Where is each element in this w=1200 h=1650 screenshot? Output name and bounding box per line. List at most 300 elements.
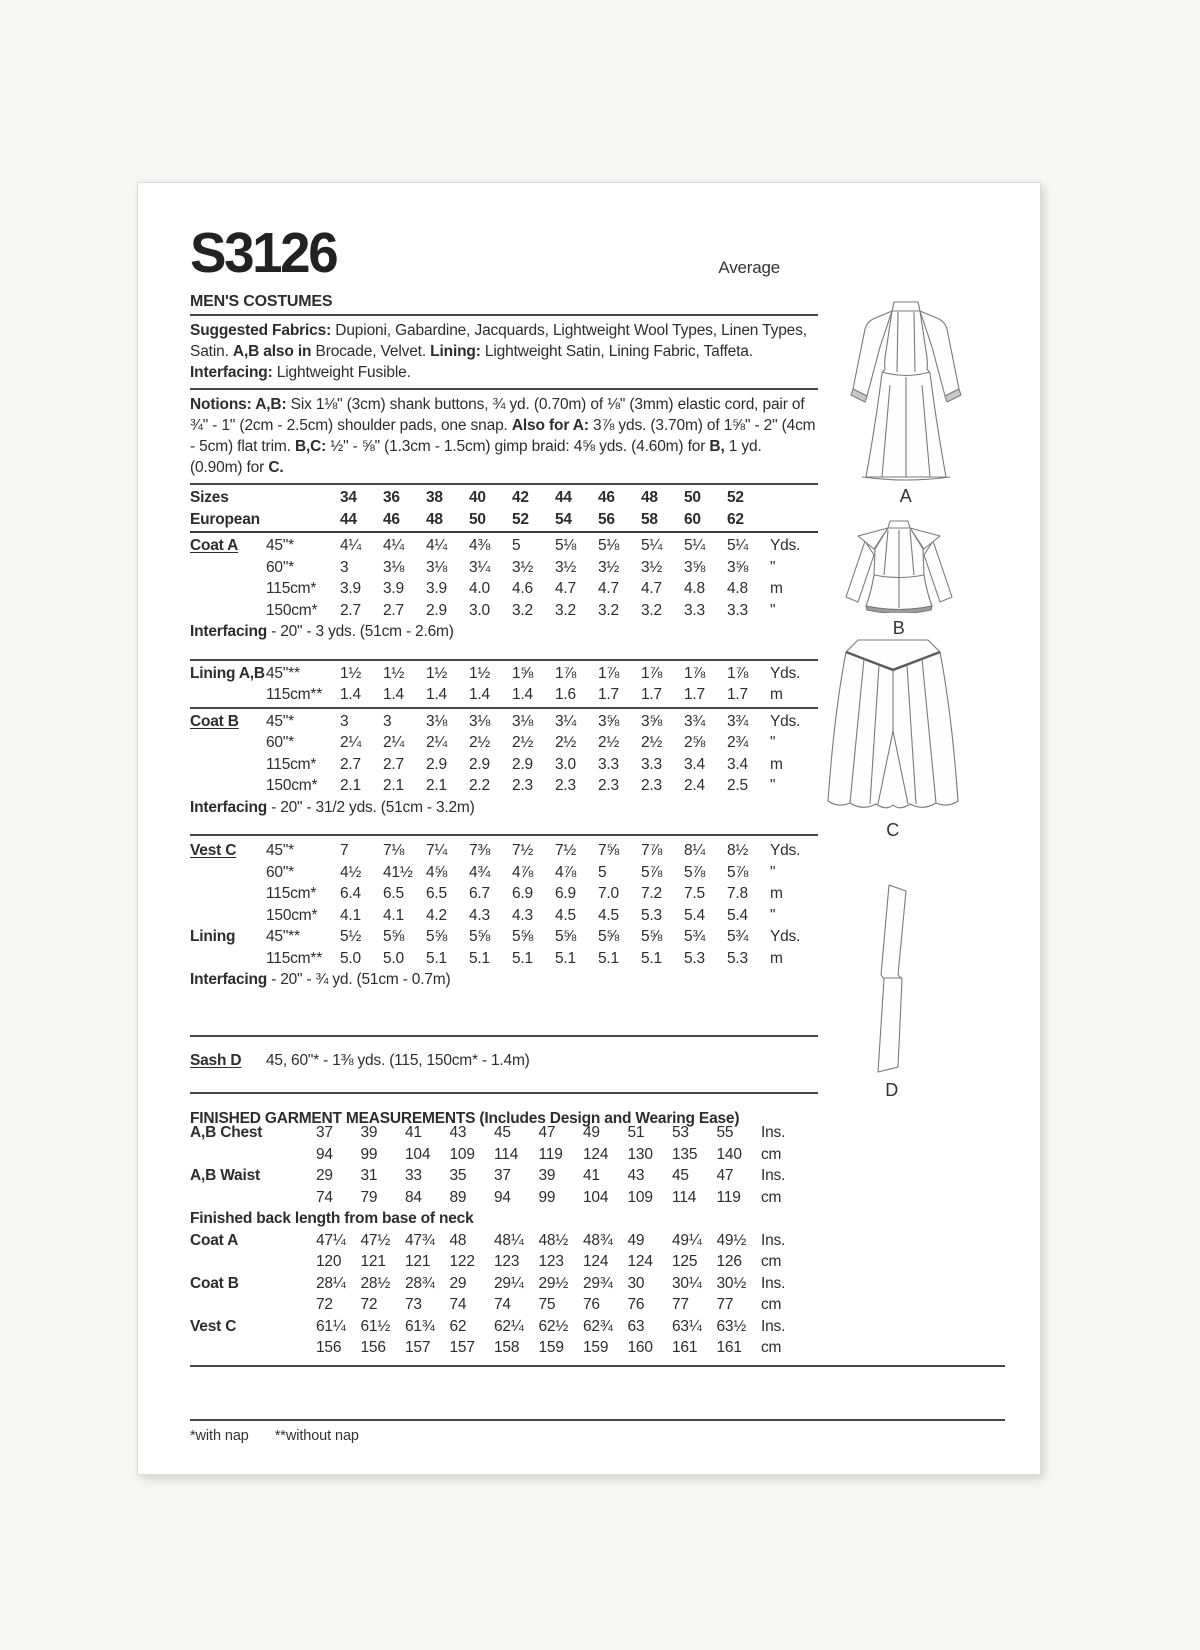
yardage-row — [190, 684, 818, 706]
yardage-value: 5¼ — [727, 537, 749, 554]
fabric-width-label: 150cm* — [266, 601, 318, 619]
yardage-value: 5.4 — [727, 906, 748, 924]
yardage-value: 5.1 — [512, 949, 533, 967]
yardage-value: 58 — [641, 510, 658, 528]
bold-run: C. — [268, 459, 284, 476]
measurement-label: A,B Chest — [190, 1124, 263, 1141]
unit-label: Yds. — [770, 664, 801, 682]
yardage-value: 1.6 — [555, 686, 576, 703]
measurement-value: 126 — [716, 1253, 742, 1270]
yardage-value: 1.4 — [469, 686, 490, 703]
finished-rows — [190, 1122, 818, 1359]
yardage-value: 1½ — [383, 664, 405, 682]
yardage-value: 6.5 — [383, 885, 404, 902]
unit-label — [770, 509, 818, 531]
measurement-value: 39 — [538, 1167, 556, 1184]
measurement-value: 47 — [716, 1167, 734, 1184]
measurement-value: 74 — [449, 1296, 467, 1313]
yardage-value: 48 — [641, 489, 658, 506]
yardage-value: 5.1 — [555, 949, 576, 967]
measurement-value: 123 — [538, 1253, 564, 1270]
yardage-value: 3¾ — [727, 712, 749, 730]
yardage-row — [190, 535, 818, 557]
yardage-section-sizes — [190, 485, 818, 533]
yardage-value: 38 — [426, 489, 443, 506]
yardage-value: 5⅛ — [555, 537, 577, 554]
measurement-value: 77 — [672, 1296, 689, 1313]
measurement-value: 63½ — [716, 1317, 747, 1335]
bold-run: Also for A: — [511, 417, 594, 434]
table-end-rule — [190, 1365, 1005, 1367]
finished-measurement-row — [190, 1144, 818, 1166]
bold-run: Interfacing — [190, 971, 268, 988]
measurement-value: 122 — [449, 1253, 475, 1270]
measurement-value: 158 — [494, 1339, 520, 1356]
measurement-value: 48½ — [538, 1231, 569, 1249]
yardage-value: 6.4 — [340, 885, 361, 902]
yardage-value: 4⅝ — [426, 863, 448, 881]
measurement-value: 74 — [494, 1296, 511, 1313]
yardage-row — [190, 1050, 818, 1072]
yardage-row — [190, 775, 818, 797]
measurement-value: 77 — [716, 1296, 734, 1313]
measurement-value: 74 — [316, 1188, 333, 1206]
yardage-value: 6.5 — [426, 885, 447, 902]
measurement-value: 28¼ — [316, 1274, 346, 1292]
yardage-section-sash-d — [190, 1037, 818, 1095]
footnote-without-nap: **without nap — [274, 1427, 359, 1444]
measurement-value: 99 — [360, 1145, 378, 1163]
yardage-value: 3.9 — [383, 580, 404, 597]
category-title: MEN'S COSTUMES — [190, 293, 818, 316]
measurement-value: 41 — [405, 1124, 422, 1141]
measurement-value: 49 — [627, 1231, 645, 1249]
measurement-value: 43 — [627, 1167, 645, 1184]
row-label — [190, 883, 266, 905]
text-run: 1 yd. (0.90m) for — [190, 438, 762, 476]
measurement-value: 61½ — [360, 1317, 391, 1335]
yardage-value: 3 — [340, 558, 349, 576]
yardage-value: 4.1 — [383, 906, 404, 924]
yardage-value: 34 — [340, 489, 357, 506]
unit-label: " — [770, 601, 776, 619]
yardage-value: 4.5 — [555, 906, 576, 924]
yardage-value: 3 — [340, 712, 349, 730]
bold-run: B, — [709, 438, 725, 455]
yardage-value: 3⅛ — [512, 712, 534, 730]
bold-run: Interfacing — [190, 798, 268, 816]
pattern-number: S3126 — [190, 221, 337, 285]
row-label — [190, 557, 266, 579]
unit-label: m — [770, 580, 783, 597]
yardage-value: 40 — [469, 489, 486, 506]
measurement-label: Coat B — [190, 1274, 239, 1292]
yardage-value: 5.0 — [383, 949, 404, 967]
measurement-value: 121 — [360, 1253, 386, 1270]
yardage-value: 3⅛ — [383, 558, 405, 576]
fabric-width-label: 45"* — [266, 712, 294, 730]
yardage-value: 1.7 — [727, 686, 748, 703]
unit-label: " — [770, 734, 776, 751]
text-run: Dupioni, Gabardine, Jacquards, Lightweight Wool Types, Linen Types, Satin. — [190, 322, 807, 360]
finished-measurement-row — [190, 1165, 818, 1187]
yardage-value: 7.5 — [684, 885, 705, 902]
row-label — [190, 578, 266, 600]
yardage-value: 2¼ — [340, 734, 362, 751]
measurement-value: 119 — [716, 1188, 741, 1206]
measurement-value: 35 — [449, 1167, 467, 1184]
unit-label: cm — [761, 1145, 782, 1163]
yardage-value: 3½ — [598, 558, 620, 576]
yardage-value: 5.1 — [641, 949, 662, 967]
yardage-value: 4.7 — [555, 580, 576, 597]
text-column — [190, 221, 818, 1359]
measurement-value: 156 — [360, 1339, 386, 1356]
text-run: Lightweight Fusible. — [276, 364, 411, 381]
text-run: - 20" - 31/2 yds. (51cm - 3.2m) — [267, 798, 475, 816]
yardage-value: 2.3 — [512, 777, 533, 794]
yardage-value: 2.5 — [727, 777, 748, 794]
measurement-value: 84 — [405, 1188, 422, 1206]
yardage-value: 44 — [555, 489, 572, 506]
yardage-value: 3.4 — [684, 755, 705, 773]
yardage-section-coat-a — [190, 533, 818, 661]
unit-label: cm — [761, 1296, 782, 1313]
unit-label: Yds. — [770, 712, 801, 730]
yardage-value: 3.4 — [727, 755, 748, 773]
yardage-row — [190, 557, 818, 579]
measurement-value: 37 — [494, 1167, 511, 1184]
unit-label: m — [770, 949, 783, 967]
yardage-value: 2¾ — [727, 734, 749, 751]
measurement-value: 62 — [449, 1317, 467, 1335]
yardage-value: 1.4 — [426, 686, 447, 703]
yardage-value: 1⅞ — [727, 664, 749, 682]
yardage-value: 4.1 — [340, 906, 361, 924]
yardage-value: 1.4 — [512, 686, 533, 703]
yardage-value: 50 — [684, 489, 701, 506]
row-label: Lining — [190, 928, 236, 945]
interfacing-note — [190, 797, 818, 819]
yardage-value: 46 — [383, 510, 400, 528]
unit-label: m — [770, 755, 783, 773]
yardage-value: 4.7 — [641, 580, 662, 597]
unit-label: " — [770, 863, 776, 881]
garment-label-b: B — [892, 618, 906, 638]
interfacing-note — [190, 621, 818, 643]
yardage-value: 5.1 — [598, 949, 619, 967]
text-run: - 20" - 3 yds. (51cm - 2.6m) — [267, 623, 454, 640]
measurement-value: 29¼ — [494, 1274, 524, 1292]
row-label: Sizes — [190, 489, 229, 506]
yardage-value: 42 — [512, 489, 529, 506]
yardage-value: 1⅞ — [555, 664, 577, 682]
unit-label: cm — [761, 1188, 782, 1206]
yardage-value: 5¾ — [727, 928, 749, 945]
yardage-value: 3⅝ — [727, 558, 749, 576]
yardage-value: 3.2 — [512, 601, 533, 619]
yardage-value: 4¼ — [426, 537, 448, 554]
unit-label: Ins. — [761, 1274, 786, 1292]
measurement-value: 33 — [405, 1167, 422, 1184]
garment-a-figure — [842, 299, 970, 507]
yardage-value: 5 — [598, 863, 607, 881]
yardage-value: 7.0 — [598, 885, 619, 902]
yardage-value: 3⅝ — [641, 712, 663, 730]
row-label — [190, 775, 266, 797]
measurement-value: 114 — [672, 1188, 697, 1206]
yardage-value: 5⅝ — [426, 928, 448, 945]
measurement-value: 30¼ — [672, 1274, 702, 1292]
yardage-value: 4.8 — [684, 580, 705, 597]
yardage-value: 2.1 — [340, 777, 361, 794]
yardage-value: 6.9 — [555, 885, 576, 902]
measurement-label: Coat A — [190, 1231, 239, 1249]
yardage-value: 2½ — [598, 734, 620, 751]
unit-label: Yds. — [770, 842, 801, 859]
yardage-value: 62 — [727, 510, 744, 528]
yardage-value: 3½ — [641, 558, 663, 576]
fabric-width-label: 150cm* — [266, 906, 318, 924]
measurement-value: 104 — [583, 1188, 609, 1206]
suggested-fabrics-paragraph — [190, 316, 818, 390]
yardage-value: 3.9 — [340, 580, 361, 597]
yardage-value: 3.2 — [598, 601, 619, 619]
measurement-value: 124 — [627, 1253, 653, 1270]
yardage-value: 2.3 — [641, 777, 662, 794]
notions-paragraph — [190, 390, 818, 485]
yardage-value: 2.9 — [426, 601, 447, 619]
yardage-value: 2⅝ — [684, 734, 706, 751]
yardage-row — [190, 862, 818, 884]
measurement-value: 99 — [538, 1188, 556, 1206]
unit-label: cm — [761, 1253, 782, 1270]
yardage-value: 1½ — [426, 664, 448, 682]
yardage-value: 4¼ — [383, 537, 405, 554]
measurement-value: 61¼ — [316, 1317, 346, 1335]
measurement-label — [190, 1294, 316, 1316]
yardage-value: 36 — [383, 489, 400, 506]
yardage-value: 5⅞ — [727, 863, 749, 881]
yardage-value: 3¼ — [555, 712, 577, 730]
fabric-width-label: 115cm** — [266, 686, 323, 703]
yardage-value: 8¼ — [684, 842, 706, 859]
fabric-width-label: 115cm* — [266, 755, 317, 773]
measurement-value: 43 — [449, 1124, 467, 1141]
yardage-table — [190, 485, 818, 1094]
garment-c-figure — [826, 635, 960, 841]
yardage-value: 4¼ — [340, 537, 362, 554]
text-run: Brocade, Velvet. — [315, 343, 431, 360]
yardage-value: 2½ — [555, 734, 577, 751]
garment-label-c: C — [886, 820, 900, 840]
yardage-value: 5⅝ — [512, 928, 534, 945]
measurement-value: 130 — [627, 1145, 653, 1163]
yardage-value: 7⅞ — [641, 842, 663, 859]
yardage-value: 2.9 — [469, 755, 490, 773]
finished-measurement-row — [190, 1187, 818, 1209]
yardage-value: 5.3 — [641, 906, 662, 924]
yardage-value: 2.7 — [340, 755, 361, 773]
measurement-value: 29 — [316, 1167, 333, 1184]
measurement-value: 53 — [672, 1124, 689, 1141]
unit-label: Yds. — [770, 537, 801, 554]
yardage-value: 3.9 — [426, 580, 447, 597]
yardage-value: 1½ — [469, 664, 491, 682]
bold-run: A,B also in — [232, 343, 316, 360]
measurement-value: 51 — [627, 1124, 645, 1141]
measurement-value: 123 — [494, 1253, 520, 1270]
yardage-row — [190, 600, 818, 622]
back-length-subtitle: Finished back length from base of neck — [190, 1210, 474, 1227]
yardage-value: 5⅝ — [641, 928, 663, 945]
yardage-value: 5⅝ — [469, 928, 491, 945]
yardage-value: 3½ — [555, 558, 577, 576]
yardage-value: 5⅝ — [383, 928, 405, 945]
yardage-value: 1.7 — [684, 686, 705, 703]
measurement-value: 159 — [583, 1339, 609, 1356]
yardage-value: 7 — [340, 842, 349, 859]
fabric-width-label: 115cm* — [266, 885, 317, 902]
sash-d-icon — [868, 881, 916, 1075]
yardage-value: 2.7 — [383, 755, 404, 773]
fabric-width-label: 45"** — [266, 928, 300, 945]
yardage-value: 5.1 — [469, 949, 490, 967]
unit-label: Ins. — [761, 1124, 786, 1141]
measurement-value: 72 — [316, 1296, 333, 1313]
yardage-value: 2½ — [641, 734, 663, 751]
yardage-value: 4.6 — [512, 580, 533, 597]
measurement-value: 120 — [316, 1253, 342, 1270]
yardage-value: 41½ — [383, 863, 413, 881]
yardage-value: 5⅝ — [555, 928, 577, 945]
row-label — [190, 732, 266, 754]
measurement-value: 94 — [316, 1145, 333, 1163]
yardage-section-coat-b — [190, 709, 818, 837]
row-label: Lining A,B — [190, 664, 265, 682]
measurement-value: 31 — [360, 1167, 378, 1184]
measurement-value: 89 — [449, 1188, 467, 1206]
fabric-width-label — [266, 487, 340, 509]
yardage-value: 7⅛ — [383, 842, 405, 859]
yardage-value: 4¾ — [469, 863, 491, 881]
row-label: Vest C — [190, 842, 237, 859]
measurement-label — [190, 1251, 316, 1273]
yardage-value: 7⅜ — [469, 842, 491, 859]
yardage-section-lining-ab — [190, 661, 818, 709]
yardage-value: 3.3 — [727, 601, 748, 619]
yardage-section-vest-c — [190, 836, 818, 1037]
yardage-value: 2.4 — [684, 777, 705, 794]
yardage-row — [190, 663, 818, 685]
finished-measurements-title: FINISHED GARMENT MEASUREMENTS (Includes Design and Wearing Ease) — [190, 1110, 740, 1127]
finished-measurement-row — [190, 1122, 818, 1144]
yardage-value: 5⅞ — [684, 863, 706, 881]
yardage-value: 4.7 — [598, 580, 619, 597]
footnote-with-nap: *with nap — [190, 1427, 249, 1444]
unit-label: m — [770, 686, 783, 703]
yardage-value: 50 — [469, 510, 486, 528]
row-label — [190, 754, 266, 776]
yardage-row — [190, 487, 818, 509]
yardage-value: 5¼ — [684, 537, 706, 554]
yardage-value: 52 — [727, 489, 744, 506]
unit-label: " — [770, 906, 776, 924]
yardage-value: 3⅝ — [684, 558, 706, 576]
yardage-value: 5¼ — [641, 537, 663, 554]
measurement-value: 79 — [360, 1188, 378, 1206]
measurement-label: A,B Waist — [190, 1167, 260, 1184]
fabric-width-label: 45"* — [266, 842, 294, 859]
yardage-value: 5⅝ — [598, 928, 620, 945]
yardage-value: 2¼ — [383, 734, 405, 751]
yardage-row — [190, 509, 818, 531]
yardage-value: 8½ — [727, 842, 749, 859]
measurement-value: 39 — [360, 1124, 378, 1141]
yardage-value: 7⅝ — [598, 842, 620, 859]
measurement-value: 159 — [538, 1339, 564, 1356]
yardage-value: 7¼ — [426, 842, 448, 859]
measurement-value: 124 — [583, 1145, 609, 1163]
yardage-value: 52 — [512, 510, 529, 528]
yardage-value: 7.8 — [727, 885, 748, 902]
yardage-value: 5⅞ — [641, 863, 663, 881]
measurement-value: 29¾ — [583, 1274, 613, 1292]
finished-measurement-row — [190, 1316, 818, 1338]
unit-label: cm — [761, 1339, 782, 1356]
yardage-value: 1.7 — [641, 686, 662, 703]
yardage-value: 4.8 — [727, 580, 748, 597]
measurement-value: 94 — [494, 1188, 511, 1206]
yardage-value: 1⅞ — [641, 664, 663, 682]
unit-label — [770, 487, 818, 509]
measurement-value: 41 — [583, 1167, 600, 1184]
yardage-value: 3.0 — [469, 601, 490, 619]
text-run: - 20" - ¾ yd. (51cm - 0.7m) — [267, 971, 451, 988]
yardage-value: 2.7 — [340, 601, 361, 619]
measurement-value: 140 — [716, 1145, 742, 1163]
yardage-value: 4⅜ — [469, 537, 491, 554]
yardage-value: 3¾ — [684, 712, 706, 730]
measurement-value: 28¾ — [405, 1274, 435, 1292]
measurement-value: 63 — [627, 1317, 645, 1335]
finished-measurement-row — [190, 1251, 818, 1273]
difficulty-rating: Average — [718, 258, 780, 277]
garment-label-d: D — [885, 1080, 899, 1100]
fabric-width-label: 60"* — [266, 863, 294, 881]
measurement-label — [190, 1144, 316, 1166]
measurement-value: 47¼ — [316, 1231, 346, 1249]
measurement-value: 61¾ — [405, 1317, 435, 1335]
row-label: European — [190, 510, 260, 528]
fabric-width-label: 60"* — [266, 558, 294, 576]
yardage-value: 3.0 — [555, 755, 576, 773]
unit-label: Ins. — [761, 1167, 786, 1184]
yardage-value: 3.2 — [641, 601, 662, 619]
yardage-value: 1⅞ — [598, 664, 620, 682]
yardage-value: 56 — [598, 510, 615, 528]
yardage-value: 44 — [340, 510, 357, 528]
fabric-width-label: 115cm* — [266, 580, 317, 597]
yardage-row — [190, 883, 818, 905]
measurement-value: 48 — [449, 1231, 467, 1249]
text-run: Six 1⅛" (3cm) shank buttons, ¾ yd. (0.70m) of ⅛" (3mm) elastic cord, pair of ¾" - 1" (2cm - 2.5cm) shoulder pads, one snap. — [190, 396, 805, 434]
yardage-value: 3.3 — [641, 755, 662, 773]
yardage-value: 4.0 — [469, 580, 490, 597]
yardage-value: 1½ — [340, 664, 362, 682]
yardage-value: 5.0 — [340, 949, 361, 967]
yardage-value: 3 — [383, 712, 392, 730]
